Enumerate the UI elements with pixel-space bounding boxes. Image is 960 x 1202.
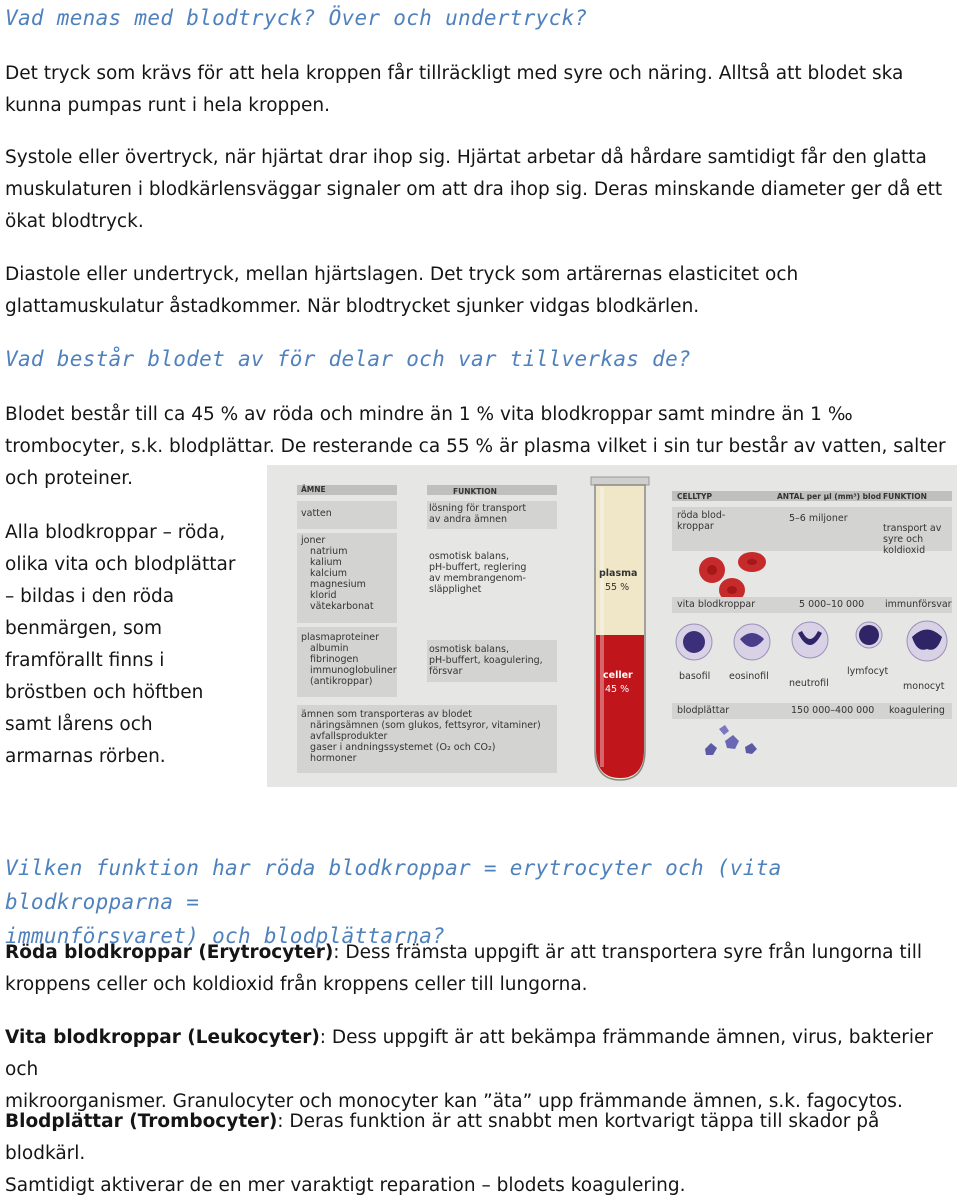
text-line: framförallt finns i: [5, 650, 165, 671]
white-blood-cells-icon: [672, 617, 957, 672]
text-line: ökat blodtryck.: [5, 211, 144, 232]
wbc-label-eosinofil: eosinofil: [729, 671, 769, 682]
cell-funktion: immunförsvar: [885, 599, 952, 610]
cell-celltyp: blodplättar: [677, 705, 730, 716]
cell-amne: plasmaproteiner albumin fibrinogen immunoglobuliner (antikroppar): [301, 632, 397, 687]
text-line: Diastole eller undertryck, mellan hjärtslagen. Det tryck som artärernas elasticitet och: [5, 264, 799, 285]
text-line: armarnas rörben.: [5, 746, 166, 767]
term-wbc: Vita blodkroppar (Leukocyter): [5, 1027, 320, 1048]
text-line: glattamuskulatur åstadkommer. När blodtrycket sjunker vidgas blodkärlen.: [5, 296, 700, 317]
text-line: [5, 1106, 960, 1170]
text-span: : Dess främsta uppgift är att transportera syre från lungorna till: [333, 942, 923, 963]
text-line: kunna pumpas runt i hela kroppen.: [5, 95, 331, 116]
cell-celltyp: vita blodkroppar: [677, 599, 756, 610]
tube-label-plasma: plasma: [599, 568, 638, 579]
text-line: Samtidigt aktiverar de en mer varaktigt reparation – blodets koagulering.: [5, 1175, 686, 1196]
column-header-funktion2: FUNKTION: [883, 492, 927, 501]
text-line: benmärgen, som: [5, 618, 163, 639]
test-tube-illustration: [585, 475, 655, 785]
paragraph-diastole: [5, 259, 798, 323]
cell-antal: 150 000–400 000: [791, 705, 875, 716]
text-line: muskulaturen i blodkärlensväggar signaler om att dra ihop sig. Deras minskande diameter ger då ett: [5, 179, 943, 200]
heading-blood-pressure: Vad menas med blodtryck? Över och undertryck?: [5, 6, 588, 30]
blood-composition-figure: [267, 465, 957, 787]
tube-label-plasma-percent: 55 %: [605, 582, 630, 593]
paragraph-bone-marrow: [5, 517, 235, 773]
cell-antal: 5 000–10 000: [799, 599, 865, 610]
tube-label-celler-percent: 45 %: [605, 684, 630, 695]
wbc-label-basofil: basofil: [679, 671, 711, 682]
cell-funktion: transport av syre och koldioxid: [883, 523, 942, 556]
cell-funktion: osmotisk balans, pH-buffert, koagulering, försvar: [429, 644, 543, 677]
column-header-antal: ANTAL per µl (mm³) blod: [777, 492, 882, 501]
column-header-celltyp: CELLTYP: [677, 492, 712, 501]
column-header-funktion: FUNKTION: [453, 487, 497, 496]
wbc-label-neutrofil: neutrofil: [789, 678, 829, 689]
cell-amne: vatten: [301, 508, 332, 519]
heading-line: immunförsvaret) och blodplättarna?: [5, 924, 446, 948]
text-line: Systole eller övertryck, när hjärtat drar ihop sig. Hjärtat arbetar då hårdare samtidigt får den glatta: [5, 147, 927, 168]
text-line: [5, 1022, 960, 1086]
text-line: trombocyter, s.k. blodplättar. De resterande ca 55 % är plasma vilket i sin tur består av vatten, salter: [5, 436, 946, 457]
cell-funktion: lösning för transport av andra ämnen: [429, 503, 527, 525]
heading-line: Vilken funktion har röda blodkroppar = erytrocyter och (vita blodkropparna =: [5, 856, 782, 914]
text-line: Blodet består till ca 45 % av röda och mindre än 1 % vita blodkroppar samt mindre än 1 ‰: [5, 404, 853, 425]
text-span: : Deras funktion är att snabbt men kortvarigt täppa till skador på blodkärl.: [5, 1111, 880, 1164]
cell-amne: ämnen som transporteras av blodet näringsämnen (som glukos, fettsyror, vitaminer) avfallsprodukter gaser i andningssystemet (O₂ och CO₂) hormoner: [301, 709, 541, 764]
cell-antal: 5–6 miljoner: [789, 513, 848, 524]
text-line: kroppens celler och koldioxid från kroppens celler till lungorna.: [5, 974, 588, 995]
text-line: bröstben och höftben: [5, 682, 204, 703]
text-line: [5, 937, 922, 969]
text-line: Det tryck som krävs för att hela kroppen får tillräckligt med syre och näring. Alltså att blodet ska: [5, 63, 904, 84]
wbc-label-lymfocyt: lymfocyt: [847, 666, 889, 677]
term-platelets: Blodplättar (Trombocyter): [5, 1111, 278, 1132]
term-rbc: Röda blodkroppar (Erytrocyter): [5, 942, 334, 963]
paragraph-systole: [5, 142, 942, 238]
heading-blood-components: Vad består blodet av för delar och var tillverkas de?: [5, 347, 691, 371]
text-line: olika vita och blodplättar: [5, 554, 236, 575]
paragraph-white-blood-cells: [5, 1022, 960, 1118]
cell-amne: joner natrium kalium kalcium magnesium klorid vätekarbonat: [301, 535, 374, 612]
tube-label-celler: celler: [603, 670, 633, 681]
text-line: Alla blodkroppar – röda,: [5, 522, 226, 543]
cell-celltyp: röda blod- kroppar: [677, 510, 726, 532]
text-line: – bildas i den röda: [5, 586, 175, 607]
text-line: och proteiner.: [5, 468, 134, 489]
platelets-icon: [697, 721, 787, 761]
wbc-label-monocyt: monocyt: [903, 681, 945, 692]
column-header-amne: ÄMNE: [301, 485, 326, 494]
text-line: mikroorganismer. Granulocyter och monocyter kan ”äta” upp främmande ämnen, s.k. fagocytos.: [5, 1091, 903, 1112]
paragraph-red-blood-cells: [5, 937, 922, 1001]
cell-funktion: osmotisk balans, pH-buffert, reglering av membrangenom- släpplighet: [429, 551, 527, 595]
paragraph-pressure-definition: [5, 58, 903, 122]
cell-funktion: koagulering: [889, 705, 945, 716]
paragraph-platelets: [5, 1106, 960, 1202]
text-span: : Dess uppgift är att bekämpa främmande ämnen, virus, bakterier och: [5, 1027, 933, 1080]
text-line: samt lårens och: [5, 714, 153, 735]
